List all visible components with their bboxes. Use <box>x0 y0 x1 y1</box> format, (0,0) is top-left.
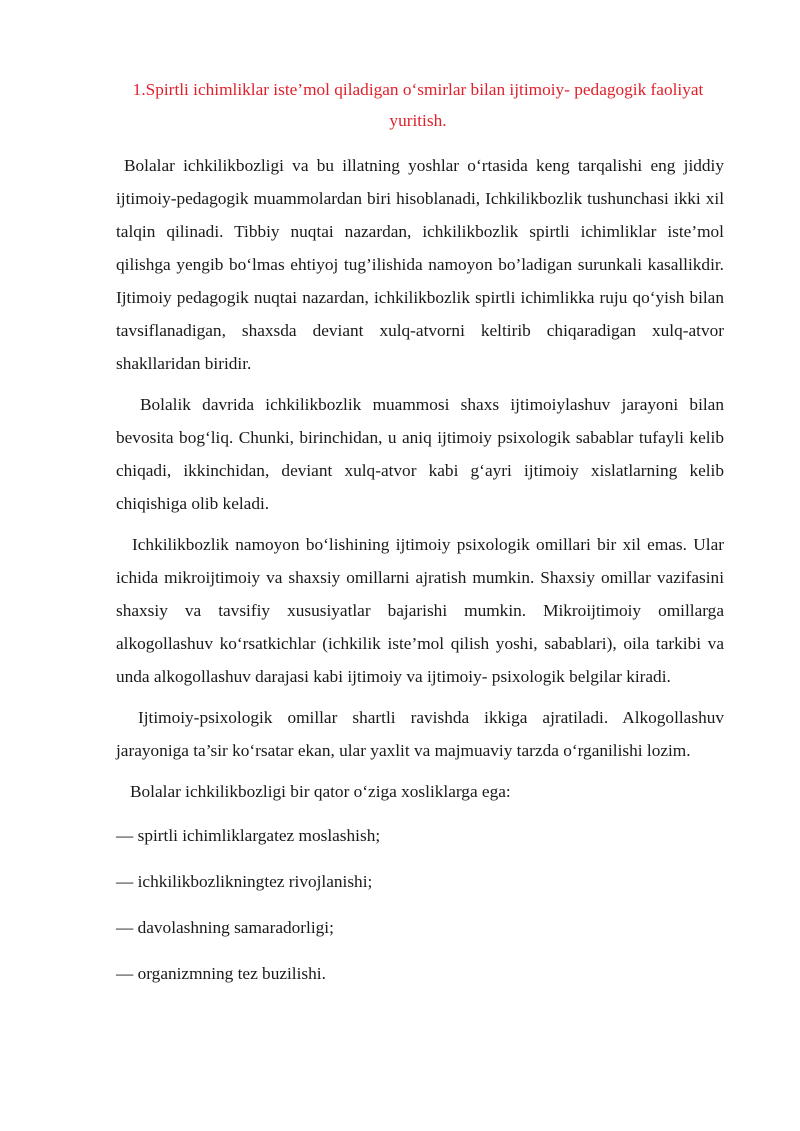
list-item: — spirtli ichimliklargatez moslashish; <box>116 826 381 845</box>
paragraph-intro: Bolalar ichkilikbozligi va bu illatning yoshlar o‘rtasida keng tarqalishi eng jiddiy ijtimoiy-pedagogik muammolardan biri hisoblanadi, Ichkilikbozlik tushunchasi ikki xil talqin qilinadi. Tibbiy nuqtai nazardan, ichkilikbozlik spirtli ichimliklar iste’mol qilishga yengib bo‘lmas ehtiyoj tug’ilishida namoyon bo’ladigan surunkali kasallikdir. Ijtimoiy pedagogik nuqtai nazardan, ichkilikbozlik spirtli ichimlikka ruju qo‘yish bilan tavsiflanadigan, shaxsda deviant xulq-atvorni keltirib chiqaradigan xulq-atvor shakllaridan biridir. <box>116 156 724 373</box>
document-heading: 1.Spirtli ichimliklar iste’mol qiladigan o‘smirlar bilan ijtimoiy- pedagogik faoliyat yuritish. <box>132 80 704 130</box>
paragraph-childhood: Bolalik davrida ichkilikbozlik muammosi shaxs ijtimoiylashuv jarayoni bilan bevosita bog‘liq. Chunki, birinchidan, u aniq ijtimoiy psixologik sabablar tufayli kelib chiqadi, ikkinchidan, deviant xulq-atvor kabi g‘ayri ijtimoiy xislatlarning kelib chiqishiga olib keladi. <box>116 395 724 513</box>
document-body <box>116 149 724 1003</box>
list-item: — ichkilikbozlikningtez rivojlanishi; <box>116 872 373 891</box>
paragraph-factors: Ichkilikbozlik namoyon bo‘lishining ijtimoiy psixologik omillari bir xil emas. Ular ichida mikroijtimoiy va shaxsiy omillarni ajratish mumkin. Shaxsiy omillar vazifasini shaxsiy va tavsifiy xususiyatlar bajarishi mumkin. Mikroijtimoiy omillarga alkogollashuv ko‘rsatkichlar (ichkilik iste’mol qilish yoshi, sabablari), oila tarkibi va unda alkogollashuv darajasi kabi ijtimoiy va ijtimoiy- psixologik belgilar kiradi. <box>116 535 724 686</box>
list-item: — organizmning tez buzilishi. <box>116 964 326 983</box>
features-list <box>116 819 724 990</box>
paragraph-social-psych: Ijtimoiy-psixologik omillar shartli ravishda ikkiga ajratiladi. Alkogollashuv jarayoniga ta’sir ko‘rsatar ekan, ular yaxlit va majmuaviy tarzda o‘rganilishi lozim. <box>116 708 724 760</box>
paragraph-features-lead: Bolalar ichkilikbozligi bir qator o‘ziga xosliklarga ega: <box>130 782 511 801</box>
list-item: — davolashning samaradorligi; <box>116 918 334 937</box>
